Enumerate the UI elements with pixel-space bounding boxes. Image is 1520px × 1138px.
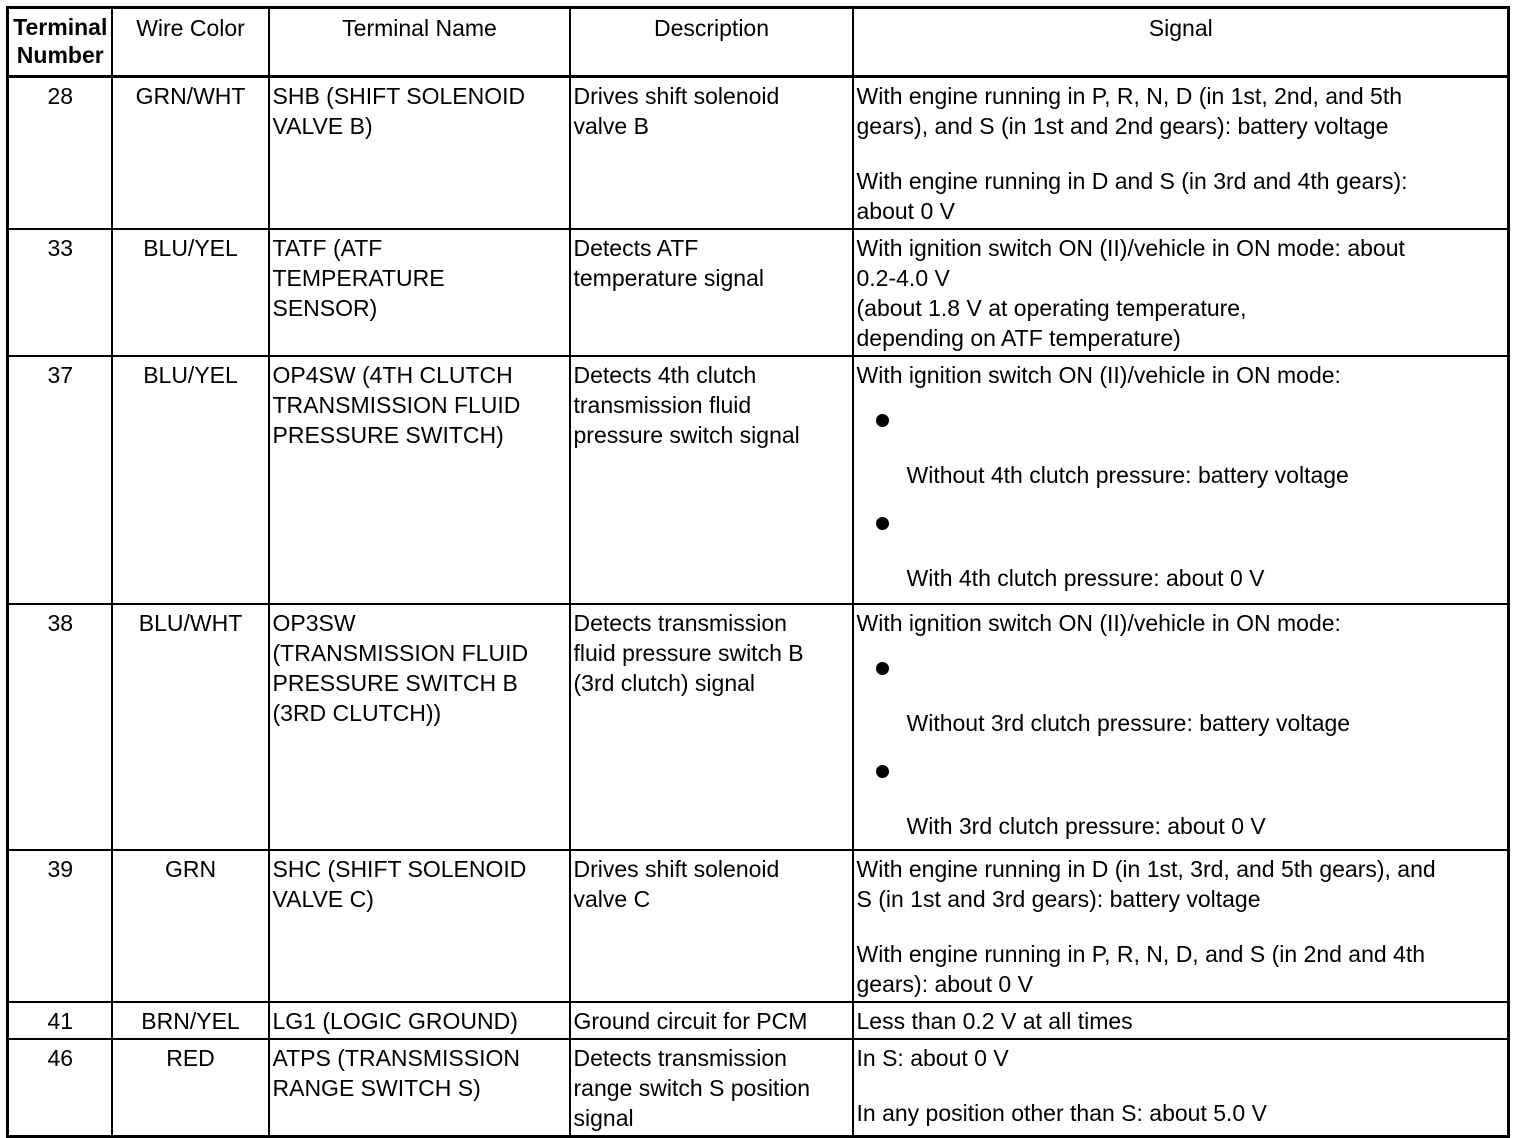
- header-description: Description: [570, 8, 853, 77]
- signal-paragraph: With engine running in P, R, N, D, and S (in 2nd and 4th gears): about 0 V: [856, 941, 1426, 997]
- description: [570, 604, 853, 850]
- terminal-number: 41: [8, 1002, 112, 1039]
- terminal-name: [269, 604, 570, 850]
- header-signal: Signal: [853, 8, 1509, 77]
- terminal-name-text: OP4SW (4TH CLUTCH TRANSMISSION FLUID PRESSURE SWITCH): [272, 362, 521, 448]
- table-row: [8, 77, 1509, 230]
- signal-intro: With ignition switch ON (II)/vehicle in ON mode:: [856, 610, 1341, 636]
- terminal-name: [269, 1039, 570, 1137]
- description: [570, 356, 853, 604]
- signal: [853, 229, 1509, 356]
- terminal-name-text: SHC (SHIFT SOLENOID VALVE C): [272, 856, 527, 912]
- signal-bullet-text: With 3rd clutch pressure: about 0 V: [906, 813, 1266, 839]
- signal-bullet-text: With 4th clutch pressure: about 0 V: [906, 565, 1265, 591]
- signal-bullet-item: [857, 414, 1506, 490]
- terminal-name-text: OP3SW (TRANSMISSION FLUID PRESSURE SWITCH B (3RD CLUTCH)): [272, 610, 529, 726]
- description-text: Ground circuit for PCM: [573, 1008, 808, 1034]
- description-text: Drives shift solenoid valve C: [573, 856, 780, 912]
- signal-paragraph: Less than 0.2 V at all times: [856, 1008, 1133, 1034]
- wire-color: BRN/YEL: [112, 1002, 269, 1039]
- header-terminal-number: Terminal Number: [8, 8, 112, 77]
- signal-paragraph: With ignition switch ON (II)/vehicle in ON mode: about 0.2-4.0 V (about 1.8 V at operating temperature, depending on ATF temperature): [856, 235, 1405, 351]
- terminal-name: [269, 1002, 570, 1039]
- description-text: Detects 4th clutch transmission fluid pressure switch signal: [573, 362, 800, 448]
- bullet-icon: [876, 517, 889, 530]
- terminal-table: [6, 6, 1510, 1138]
- signal: [853, 77, 1509, 230]
- terminal-name: [269, 850, 570, 1002]
- bullet-icon: [876, 662, 889, 675]
- wire-color: BLU/WHT: [112, 604, 269, 850]
- signal: [853, 604, 1509, 850]
- header-wire-color: Wire Color: [112, 8, 269, 77]
- terminal-name: [269, 77, 570, 230]
- signal: [853, 1002, 1509, 1039]
- table-row: [8, 1002, 1509, 1039]
- signal-bullet-text: Without 3rd clutch pressure: battery voltage: [906, 710, 1351, 736]
- wire-color: RED: [112, 1039, 269, 1137]
- wire-color: BLU/YEL: [112, 356, 269, 604]
- description: [570, 1039, 853, 1137]
- signal: [853, 356, 1509, 604]
- description: [570, 850, 853, 1002]
- description-text: Detects transmission range switch S position signal: [573, 1045, 811, 1131]
- signal-bullet-text: Without 4th clutch pressure: battery voltage: [906, 462, 1349, 488]
- signal-bullet-item: [857, 517, 1506, 593]
- signal: [853, 1039, 1509, 1137]
- signal-bullet-item: [857, 662, 1506, 738]
- terminal-name-text: SHB (SHIFT SOLENOID VALVE B): [272, 83, 526, 139]
- table-row: [8, 604, 1509, 850]
- terminal-number: 46: [8, 1039, 112, 1137]
- table-row: [8, 356, 1509, 604]
- signal: [853, 850, 1509, 1002]
- description: [570, 229, 853, 356]
- terminal-name-text: TATF (ATF TEMPERATURE SENSOR): [272, 235, 445, 321]
- signal-paragraph: With engine running in D and S (in 3rd and 4th gears): about 0 V: [856, 168, 1408, 224]
- terminal-number: 28: [8, 77, 112, 230]
- signal-bullet-item: [857, 765, 1506, 841]
- terminal-number: 39: [8, 850, 112, 1002]
- wire-color: BLU/YEL: [112, 229, 269, 356]
- terminal-number: 33: [8, 229, 112, 356]
- bullet-icon: [876, 765, 889, 778]
- page: [6, 6, 1507, 1130]
- header-row: [8, 8, 1509, 77]
- signal-paragraph: With engine running in D (in 1st, 3rd, and 5th gears), and S (in 1st and 3rd gears): battery voltage: [856, 856, 1436, 912]
- wire-color: GRN/WHT: [112, 77, 269, 230]
- description: [570, 77, 853, 230]
- description: [570, 1002, 853, 1039]
- header-terminal-name: Terminal Name: [269, 8, 570, 77]
- description-text: Detects transmission fluid pressure switch B (3rd clutch) signal: [573, 610, 804, 696]
- table-body: [8, 77, 1509, 1137]
- description-text: Detects ATF temperature signal: [573, 235, 764, 291]
- terminal-name-text: LG1 (LOGIC GROUND): [272, 1008, 518, 1034]
- signal-bullet-list: [857, 662, 1506, 841]
- table-row: [8, 229, 1509, 356]
- terminal-name: [269, 229, 570, 356]
- signal-bullet-list: [857, 414, 1506, 593]
- signal-paragraph: With engine running in P, R, N, D (in 1st, 2nd, and 5th gears), and S (in 1st and 2nd gears): battery voltage: [856, 83, 1402, 139]
- description-text: Drives shift solenoid valve B: [573, 83, 780, 139]
- table-row: [8, 1039, 1509, 1137]
- wire-color: GRN: [112, 850, 269, 1002]
- terminal-number: 37: [8, 356, 112, 604]
- signal-intro: With ignition switch ON (II)/vehicle in ON mode:: [856, 362, 1341, 388]
- terminal-name: [269, 356, 570, 604]
- signal-paragraph: In any position other than S: about 5.0 V: [856, 1100, 1267, 1126]
- terminal-name-text: ATPS (TRANSMISSION RANGE SWITCH S): [272, 1045, 520, 1101]
- signal-paragraph: In S: about 0 V: [856, 1045, 1009, 1071]
- terminal-number: 38: [8, 604, 112, 850]
- table-row: [8, 850, 1509, 1002]
- bullet-icon: [876, 414, 889, 427]
